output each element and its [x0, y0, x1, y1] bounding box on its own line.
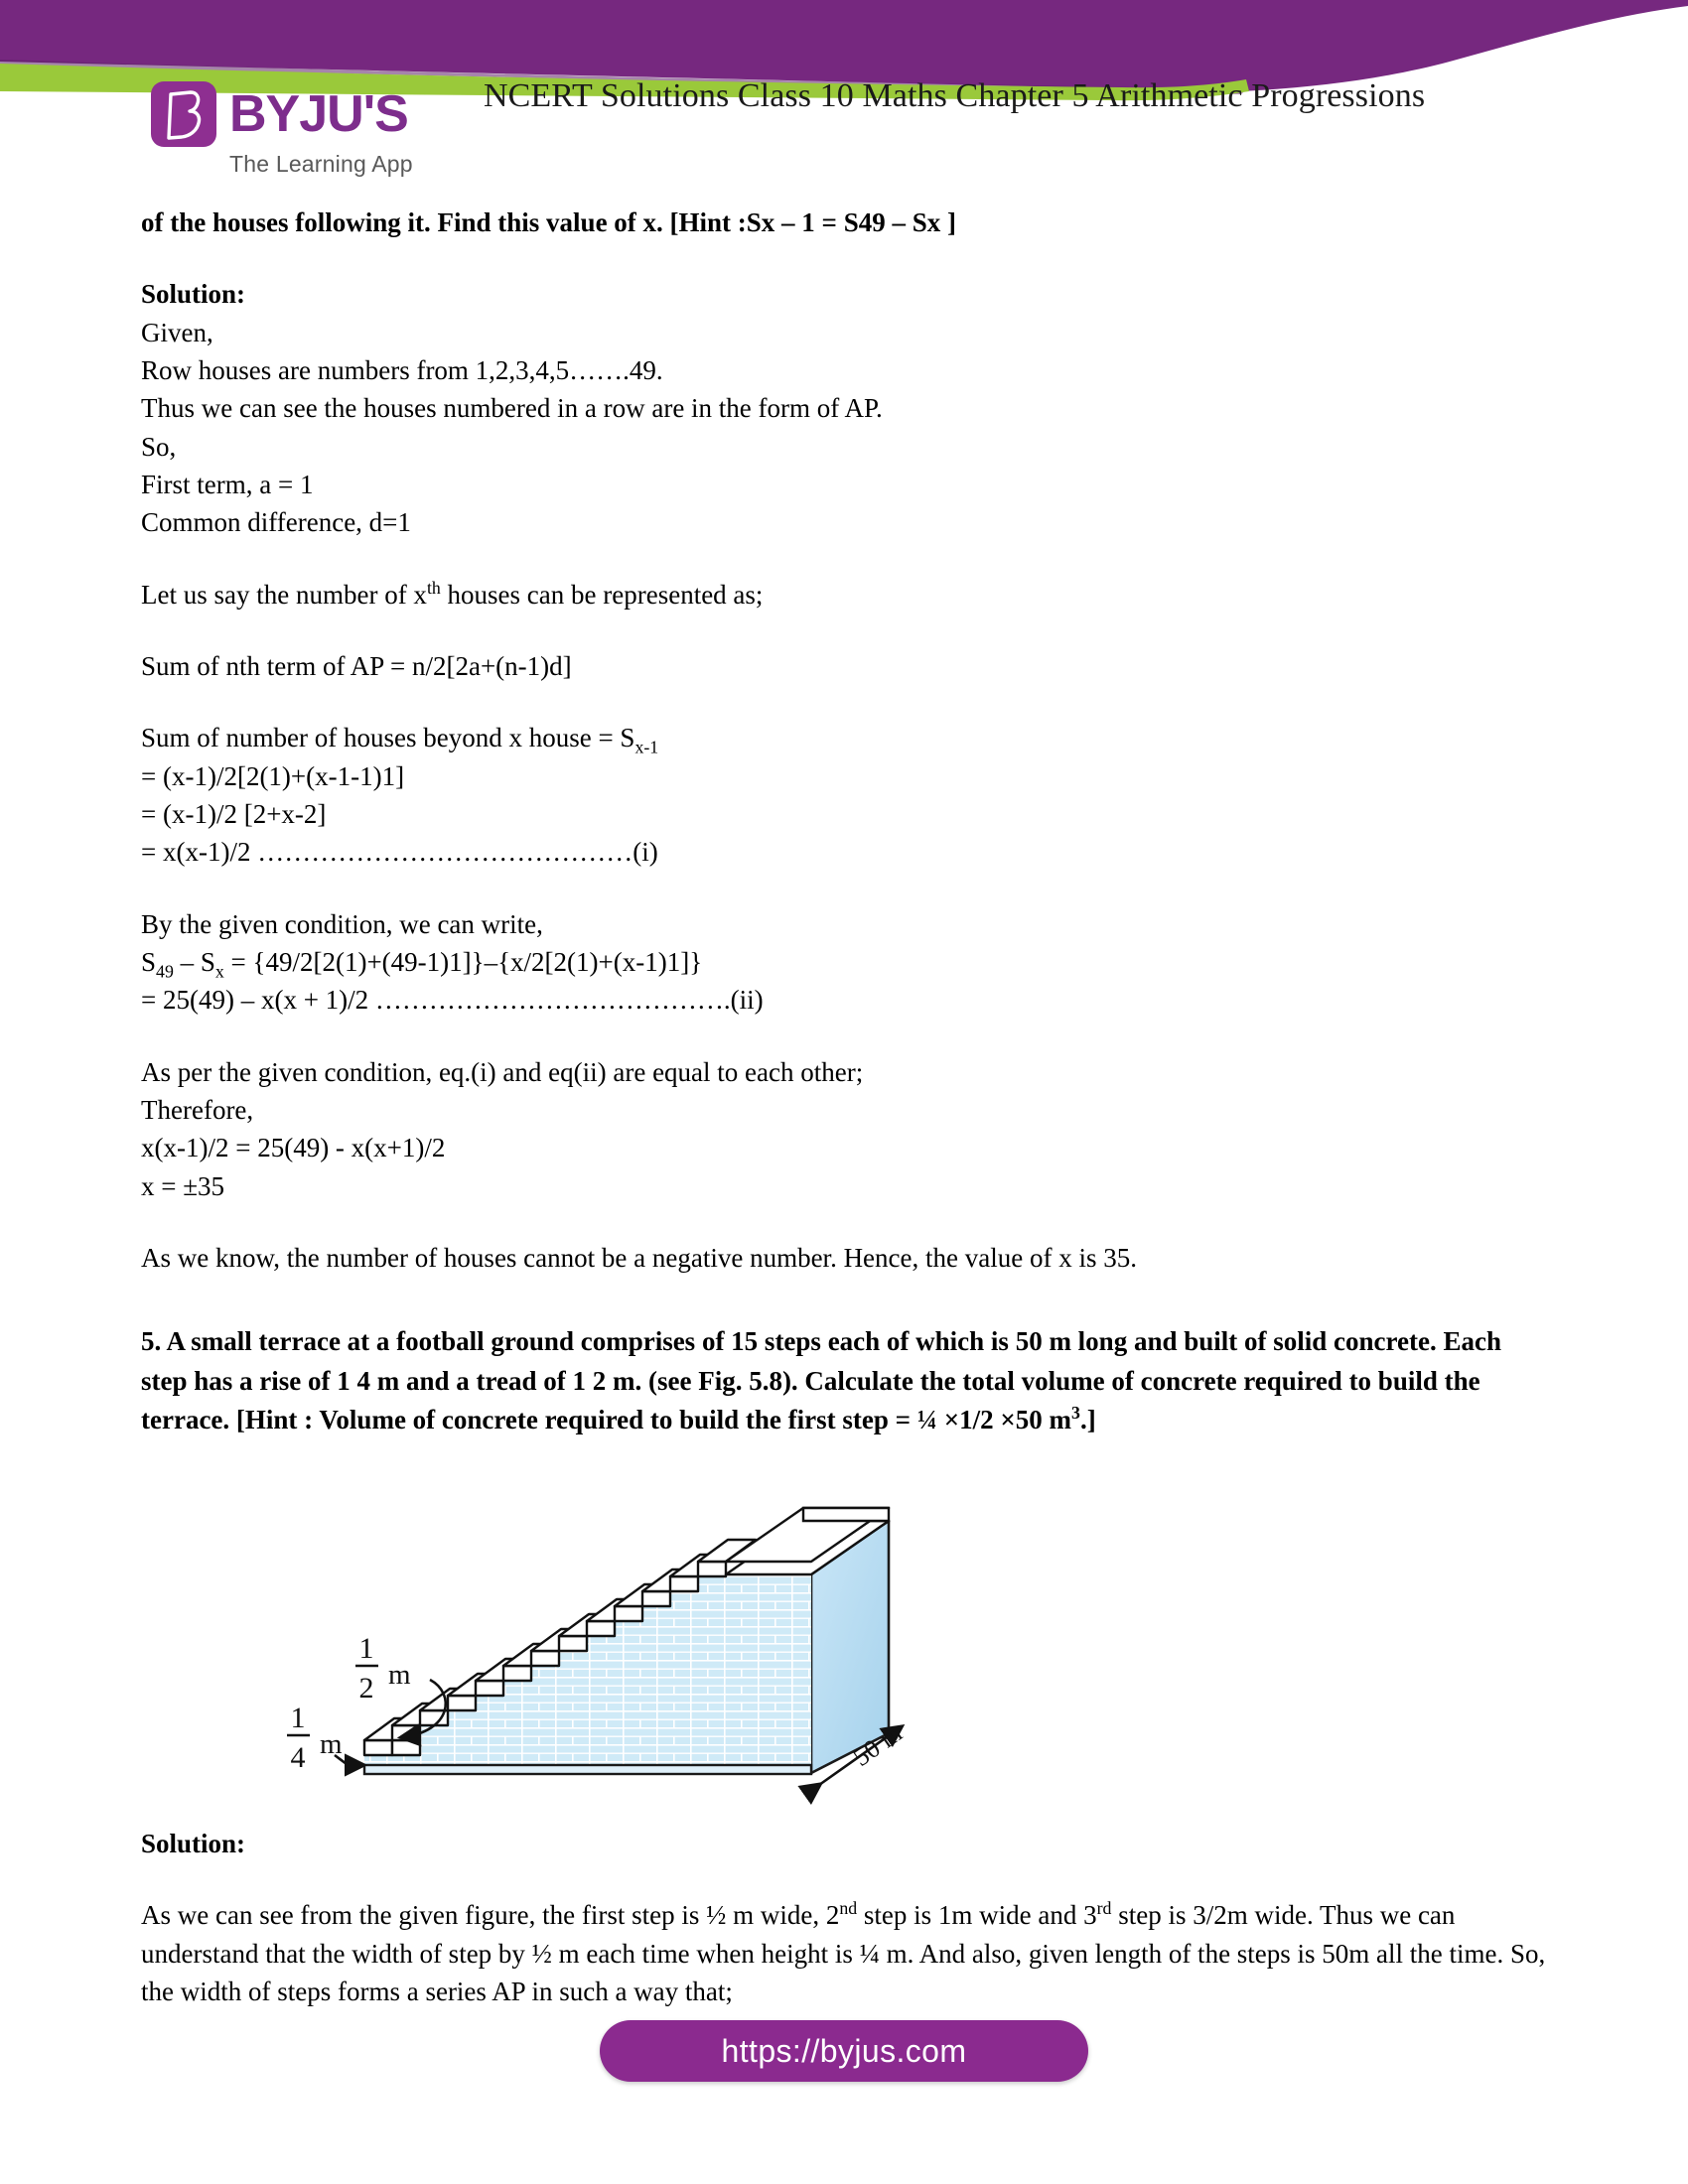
s49-symbol: S: [141, 946, 157, 977]
figure-quarter-unit: m: [320, 1728, 343, 1760]
question-4-tail: of the houses following it. Find this value of x. [Hint :Sx – 1 = S49 – Sx ]: [141, 207, 956, 237]
figure-brick-wall: [364, 1574, 811, 1773]
given-line: Given,: [141, 317, 213, 347]
s49-expression: = {49/2[2(1)+(49-1)1]}–{x/2[2(1)+(x-1)1]}: [223, 946, 703, 977]
question-5-tail: .]: [1079, 1405, 1096, 1435]
therefore-line: Therefore,: [141, 1094, 254, 1125]
question-5-cubic-superscript: 3: [1071, 1403, 1080, 1424]
let-us-say-pre: Let us say the number of x: [141, 579, 427, 610]
byjus-logo: [151, 81, 449, 176]
byjus-logo-tagline: The Learning App: [229, 151, 413, 177]
equation-i-expr: = x(x-1)/2: [141, 837, 258, 868]
sum-beyond-line: [141, 719, 1551, 756]
figure-top-deck: [803, 1508, 889, 1521]
equation-ii-expr: = 25(49) – x(x + 1)/2: [141, 985, 375, 1016]
thus-ap-line: Thus we can see the houses numbered in a row are in the form of AP.: [141, 393, 883, 424]
question-5-text: 5. A small terrace at a football ground comprises of 15 steps each of which is 50 m long and built of solid concrete. Each step has a rise of 1 4 m and a tread of 1 2 m. (see Fig. 5.8). Calculate the total volume of concrete required to build the terrace. [Hint : Volume of concrete required to build the first step = ¼ ×1/2 ×50 m: [141, 1326, 1501, 1435]
sum-beyond-subscript: x-1: [634, 737, 659, 757]
equation-i-leader-dots: ……………………………………: [257, 837, 633, 868]
figure-depth-label: 50 m: [847, 1717, 908, 1772]
equation-i-number: (i): [633, 837, 658, 868]
figure-half-unit: m: [388, 1659, 411, 1691]
final-paragraph-b: step is 1m wide and 3: [857, 1900, 1097, 1931]
figure-half-denominator: 2: [358, 1672, 374, 1705]
figure-half-numerator: 1: [358, 1632, 374, 1665]
so-line: So,: [141, 431, 177, 462]
let-us-say-line: [141, 576, 1551, 614]
minus-s-symbol: – S: [173, 946, 215, 977]
figure-quarter-denominator: 4: [290, 1741, 306, 1774]
equation-line-1: = (x-1)/2[2(1)+(x-1-1)1]: [141, 760, 405, 791]
figure-label-quarter: [287, 1702, 343, 1774]
common-difference-line: Common difference, d=1: [141, 507, 411, 538]
figure-half-label-outer: [291, 1633, 410, 1698]
figure-terrace-steps: [290, 1457, 988, 1800]
equation-ii-number: (ii): [730, 985, 764, 1016]
s49-minus-sx-line: [141, 943, 1551, 981]
page-title: NCERT Solutions Class 10 Maths Chapter 5 Arithmetic Progressions: [484, 77, 1426, 114]
byjus-logo-mark-icon: [151, 81, 216, 147]
conclusion-line: As we know, the number of houses cannot be a negative number. Hence, the value of x is 35.: [141, 1242, 1137, 1273]
figure-quarter-numerator: 1: [290, 1702, 306, 1734]
figure-quarter-arrow: [335, 1755, 362, 1767]
first-term-line: First term, a = 1: [141, 469, 314, 499]
equation-ii-leader-dots: ………………………………….: [374, 985, 731, 1016]
final-paragraph-c: step is 3/2m wide. Thus we can understand that the width of step by ½ m each time when height is ¼ m. And also, given length of the steps is 50m all the time. So, the width of steps forms a series AP in such a way that;: [141, 1900, 1546, 2006]
solution-2-block: [141, 1825, 1551, 2010]
solution-label-1: Solution:: [141, 279, 246, 310]
s49-subscript: 49: [156, 961, 174, 982]
final-equation-line: x(x-1)/2 = 25(49) - x(x+1)/2: [141, 1133, 446, 1163]
final-paragraph-sup-2nd: nd: [839, 1898, 858, 1919]
final-paragraph: [141, 1896, 1551, 2010]
equation-line-3: [141, 833, 1551, 871]
solution-label-2: Solution:: [141, 1829, 246, 1858]
final-paragraph-sup-3rd: rd: [1096, 1898, 1112, 1919]
question-5: [141, 1322, 1551, 1439]
let-us-say-post: houses can be represented as;: [440, 579, 764, 610]
sum-beyond-pre: Sum of number of houses beyond x house = S: [141, 723, 635, 753]
row-houses-line: Row houses are numbers from 1,2,3,4,5…….49.: [141, 354, 663, 385]
as-per-condition-line: As per the given condition, eq.(i) and eq(ii) are equal to each other;: [141, 1056, 864, 1087]
let-us-say-superscript: th: [426, 577, 441, 598]
by-condition-line: By the given condition, we can write,: [141, 908, 543, 939]
figure-base-slab: [364, 1765, 811, 1774]
sum-nth-term-line: Sum of nth term of AP = n/2[2a+(n-1)d]: [141, 650, 572, 681]
byjus-url-label: https://byjus.com: [721, 2032, 967, 2069]
byjus-logo-wordmark: BYJU'S: [229, 85, 408, 143]
equation-ii-line: [141, 981, 1551, 1019]
document-body: [141, 204, 1551, 1439]
byjus-url-button[interactable]: [600, 2020, 1088, 2082]
equation-line-2: = (x-1)/2 [2+x-2]: [141, 798, 327, 829]
final-paragraph-a: As we can see from the given figure, the first step is ½ m wide, 2: [141, 1900, 840, 1931]
x-value-line: x = ±35: [141, 1170, 225, 1201]
sx-subscript: x: [214, 961, 224, 982]
